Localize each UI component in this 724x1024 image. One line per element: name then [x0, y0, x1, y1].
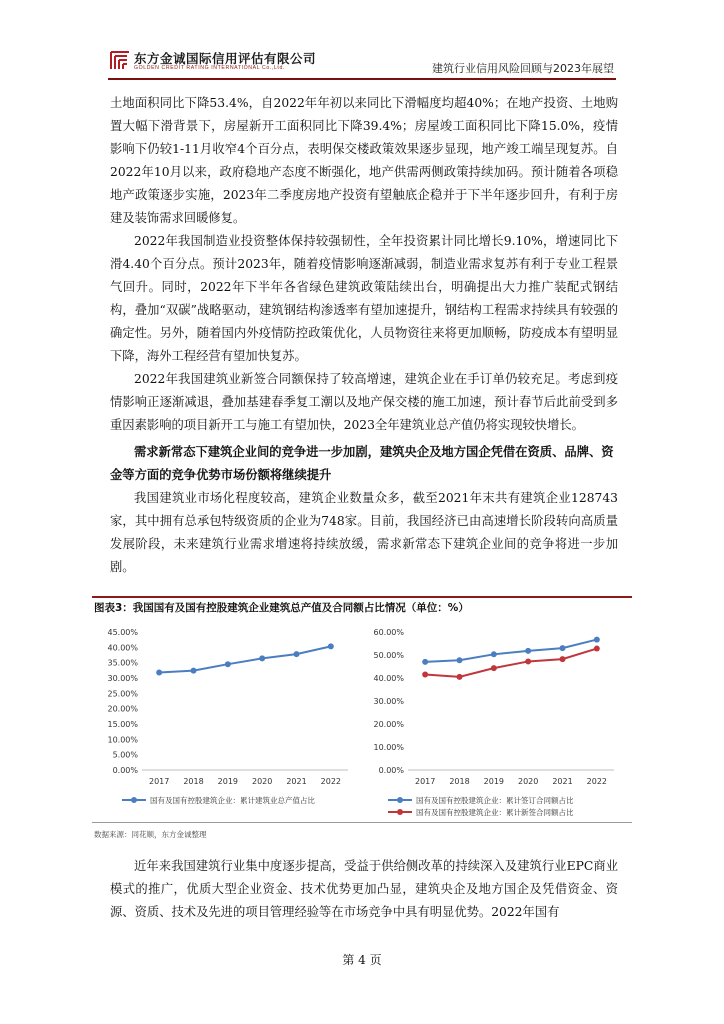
right-chart-svg	[362, 622, 624, 818]
figure-caption: 图表3：我国国有及国有控股建筑企业建筑总产值及合同额占比情况（单位：%）	[94, 602, 469, 614]
data-point	[525, 658, 531, 664]
data-point	[491, 651, 497, 657]
paragraph-4: 我国建筑业市场化程度较高，建筑企业数量众多，截至2021年末共有建筑企业128743家，其中拥有总承包特级资质的企业为748家。目前，我国经济已由高速增长阶段转向高质量发展阶段，未来建筑行业需求增速将持续放缓，需求新常态下建筑企业间的竞争将进一步加剧。	[110, 491, 618, 574]
y-tick-label: 5.00%	[112, 750, 138, 760]
data-point	[156, 669, 162, 675]
document-title: 建筑行业信用风险回顾与2023年展望	[432, 62, 614, 75]
y-tick-label: 0.00%	[112, 766, 138, 775]
y-tick-label: 60.00%	[373, 628, 404, 637]
data-point	[422, 659, 428, 665]
y-tick-label: 35.00%	[107, 658, 138, 668]
body-text-top	[110, 92, 618, 579]
data-point	[259, 655, 265, 661]
x-tick-label: 2021	[286, 777, 307, 786]
legend-label: 国有及国有控股建筑企业：累计签订合同额占比	[416, 796, 574, 805]
x-tick-label: 2020	[517, 777, 539, 786]
y-tick-label: 45.00%	[107, 628, 138, 637]
x-tick-label: 2018	[183, 777, 204, 786]
paragraph-1: 土地面积同比下降53.4%，自2022年年初以来同比下滑幅度均超40%；在地产投资、土地购置大幅下滑背景下，房屋新开工面积同比下降39.4%；房屋竣工面积同比下降15.0%，疫情影响下仍较1-11月收窄4个百分点，表明保交楼政策效果逐步显现，地产竣工端呈现复苏。自2022年10月以来，政府稳地产态度不断强化，地产供需两侧政策持续加码。预计随着各项稳地产政策逐步实施，2023年二季度房地产投资有望触底企稳并于下半年逐步回升，有利于房建及装饰需求回暖修复。	[110, 96, 618, 225]
legend-marker	[397, 797, 403, 803]
x-tick-label: 2021	[552, 777, 573, 786]
company-logo-icon	[110, 50, 130, 70]
data-point	[560, 656, 566, 662]
data-point	[457, 657, 463, 663]
y-tick-label: 20.00%	[107, 704, 138, 714]
data-source: 数据来源：同花顺，东方金诚整理	[94, 830, 207, 839]
figure-bottom-rule	[92, 822, 632, 823]
data-point	[294, 651, 300, 657]
paragraph-5: 近年来我国建筑行业集中度逐步提高，受益于供给侧改革的持续深入及建筑行业EPC商业模式的推广，优质大型企业资金、技术优势更加凸显，建筑央企及地方国企及凭借资金、资源、资质、技术及先进的项目管理经验等在市场竞争中具有明显优势。2022年国有	[110, 859, 618, 919]
x-tick-label: 2022	[586, 777, 608, 786]
company-name-en: GOLDEN CREDIT RATING INTERNATIONAL Co.,Ltd.	[134, 65, 285, 71]
data-point	[491, 665, 497, 671]
right-chart	[362, 622, 624, 818]
legend-marker	[131, 797, 137, 803]
data-point	[594, 646, 600, 652]
header-divider	[108, 78, 616, 80]
y-tick-label: 10.00%	[373, 743, 404, 752]
data-point	[525, 648, 531, 654]
left-chart-svg	[96, 622, 358, 818]
data-point	[457, 674, 463, 680]
data-point	[594, 637, 600, 643]
data-point	[225, 661, 231, 667]
legend-label: 国有及国有控股建筑企业：累计新签合同额占比	[416, 808, 574, 817]
paragraph-3: 2022年我国建筑业新签合同额保持了较高增速，建筑企业在手订单仍较充足。考虑到疫情影响正逐渐减退，叠加基建春季复工潮以及地产保交楼的施工加速，预计春节后此前受到多重因素影响的项目新开工与施工有望加快，2023全年建筑业总产值仍将实现较快增长。	[110, 372, 618, 432]
series-line	[159, 646, 331, 672]
page-header	[0, 0, 724, 80]
x-tick-label: 2018	[449, 777, 470, 786]
x-tick-label: 2020	[251, 777, 273, 786]
section-heading: 需求新常态下建筑企业间的竞争进一步加剧，建筑央企及地方国企凭借在资质、品牌、资金等方面的竞争优势市场份额将继续提升	[110, 445, 614, 482]
page-number: 第 4 页	[342, 953, 382, 967]
series-line	[425, 640, 597, 662]
y-tick-label: 15.00%	[107, 720, 138, 729]
left-chart	[96, 622, 358, 818]
data-point	[422, 672, 428, 678]
y-tick-label: 40.00%	[107, 643, 138, 653]
legend-marker	[397, 809, 403, 815]
y-tick-label: 10.00%	[107, 735, 138, 745]
data-point	[328, 643, 334, 649]
x-tick-label: 2017	[414, 777, 436, 786]
legend-label: 国有及国有控股建筑企业：累计建筑业总产值占比	[150, 796, 315, 805]
y-tick-label: 20.00%	[373, 720, 404, 729]
y-tick-label: 40.00%	[373, 674, 404, 683]
y-tick-label: 30.00%	[373, 697, 404, 706]
paragraph-2: 2022年我国制造业投资整体保持较强韧性，全年投资累计同比增长9.10%，增速同比下滑4.40个百分点。预计2023年，随着疫情影响逐渐减弱，制造业需求复苏有利于专业工程景气回升。同时，2022年下半年各省绿色建筑政策陆续出台，明确提出大力推广装配式钢结构，叠加“双碳”战略驱动，建筑钢结构渗透率有望加速提升，钢结构工程需求持续具有较强的确定性。另外，随着国内外疫情防控政策优化，人员物资往来将更加顺畅，防疫成本有望明显下降，海外工程经营有望加快复苏。	[110, 234, 618, 363]
data-point	[191, 668, 197, 674]
company-name-cn: 东方金诚国际信用评估有限公司	[134, 51, 317, 66]
x-tick-label: 2022	[320, 777, 342, 786]
y-tick-label: 50.00%	[373, 651, 404, 660]
y-tick-label: 25.00%	[107, 689, 138, 699]
x-tick-label: 2019	[217, 777, 239, 786]
data-point	[560, 645, 566, 651]
x-tick-label: 2019	[483, 777, 505, 786]
x-tick-label: 2017	[148, 777, 170, 786]
y-tick-label: 30.00%	[107, 674, 138, 683]
body-text-bottom	[110, 855, 618, 924]
figure-top-rule	[92, 596, 632, 598]
y-tick-label: 0.00%	[378, 766, 404, 775]
